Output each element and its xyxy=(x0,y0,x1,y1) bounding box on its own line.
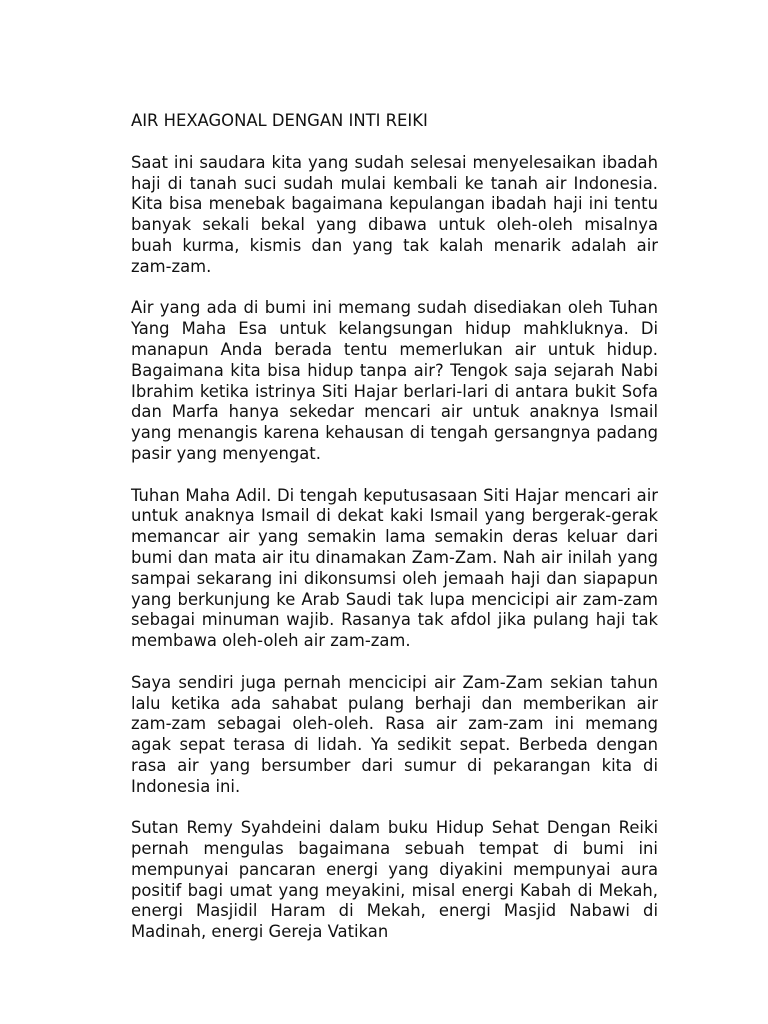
paragraph-4: Saya sendiri juga pernah mencicipi air Zam-Zam sekian tahun lalu ketika ada sahabat pulang berhaji dan memberikan air zam-zam sebagai oleh-oleh. Rasa air zam-zam ini memang agak sepat terasa di lidah. Ya sedikit sepat. Berbeda dengan rasa air yang bersumber dari sumur di pekarangan kita di Indonesia ini. xyxy=(131,672,658,796)
document-title: AIR HEXAGONAL DENGAN INTI REIKI xyxy=(131,111,428,130)
paragraph-2: Air yang ada di bumi ini memang sudah disediakan oleh Tuhan Yang Maha Esa untuk kelangsungan hidup mahkluknya. Di manapun Anda berada tentu memerlukan air untuk hidup. Bagaimana kita bisa hidup tanpa air? Tengok saja sejarah Nabi Ibrahim ketika istrinya Siti Hajar berlari-lari di antara bukit Sofa dan Marfa hanya sekedar mencari air untuk anaknya Ismail yang menangis karena kehausan di tengah gersangnya padang pasir yang menyengat. xyxy=(131,298,658,463)
paragraph-1: Saat ini saudara kita yang sudah selesai menyelesaikan ibadah haji di tanah suci sudah mulai kembali ke tanah air Indonesia. Kita bisa menebak bagaimana kepulangan ibadah haji ini tentu banyak sekali bekal yang dibawa untuk oleh-oleh misalnya buah kurma, kismis dan yang tak kalah menarik adalah air zam-zam. xyxy=(131,152,658,276)
paragraph-5: Sutan Remy Syahdeini dalam buku Hidup Sehat Dengan Reiki pernah mengulas bagaimana sebuah tempat di bumi ini mempunyai pancaran energi yang diyakini mempunyai aura positif bagi umat yang meyakini, misal energi Kabah di Mekah, energi Masjidil Haram di Mekah, energi Masjid Nabawi di Madinah, energi Gereja Vatikan xyxy=(131,818,658,942)
document-body xyxy=(131,111,658,964)
paragraph-3: Tuhan Maha Adil. Di tengah keputusasaan Siti Hajar mencari air untuk anaknya Ismail di dekat kaki Ismail yang bergerak-gerak memancar air yang semakin lama semakin deras keluar dari bumi dan mata air itu dinamakan Zam-Zam. Nah air inilah yang sampai sekarang ini dikonsumsi oleh jemaah haji dan siapapun yang berkunjung ke Arab Saudi tak lupa mencicipi air zam-zam sebagai minuman wajib. Rasanya tak afdol jika pulang haji tak membawa oleh-oleh air zam-zam. xyxy=(131,485,658,651)
